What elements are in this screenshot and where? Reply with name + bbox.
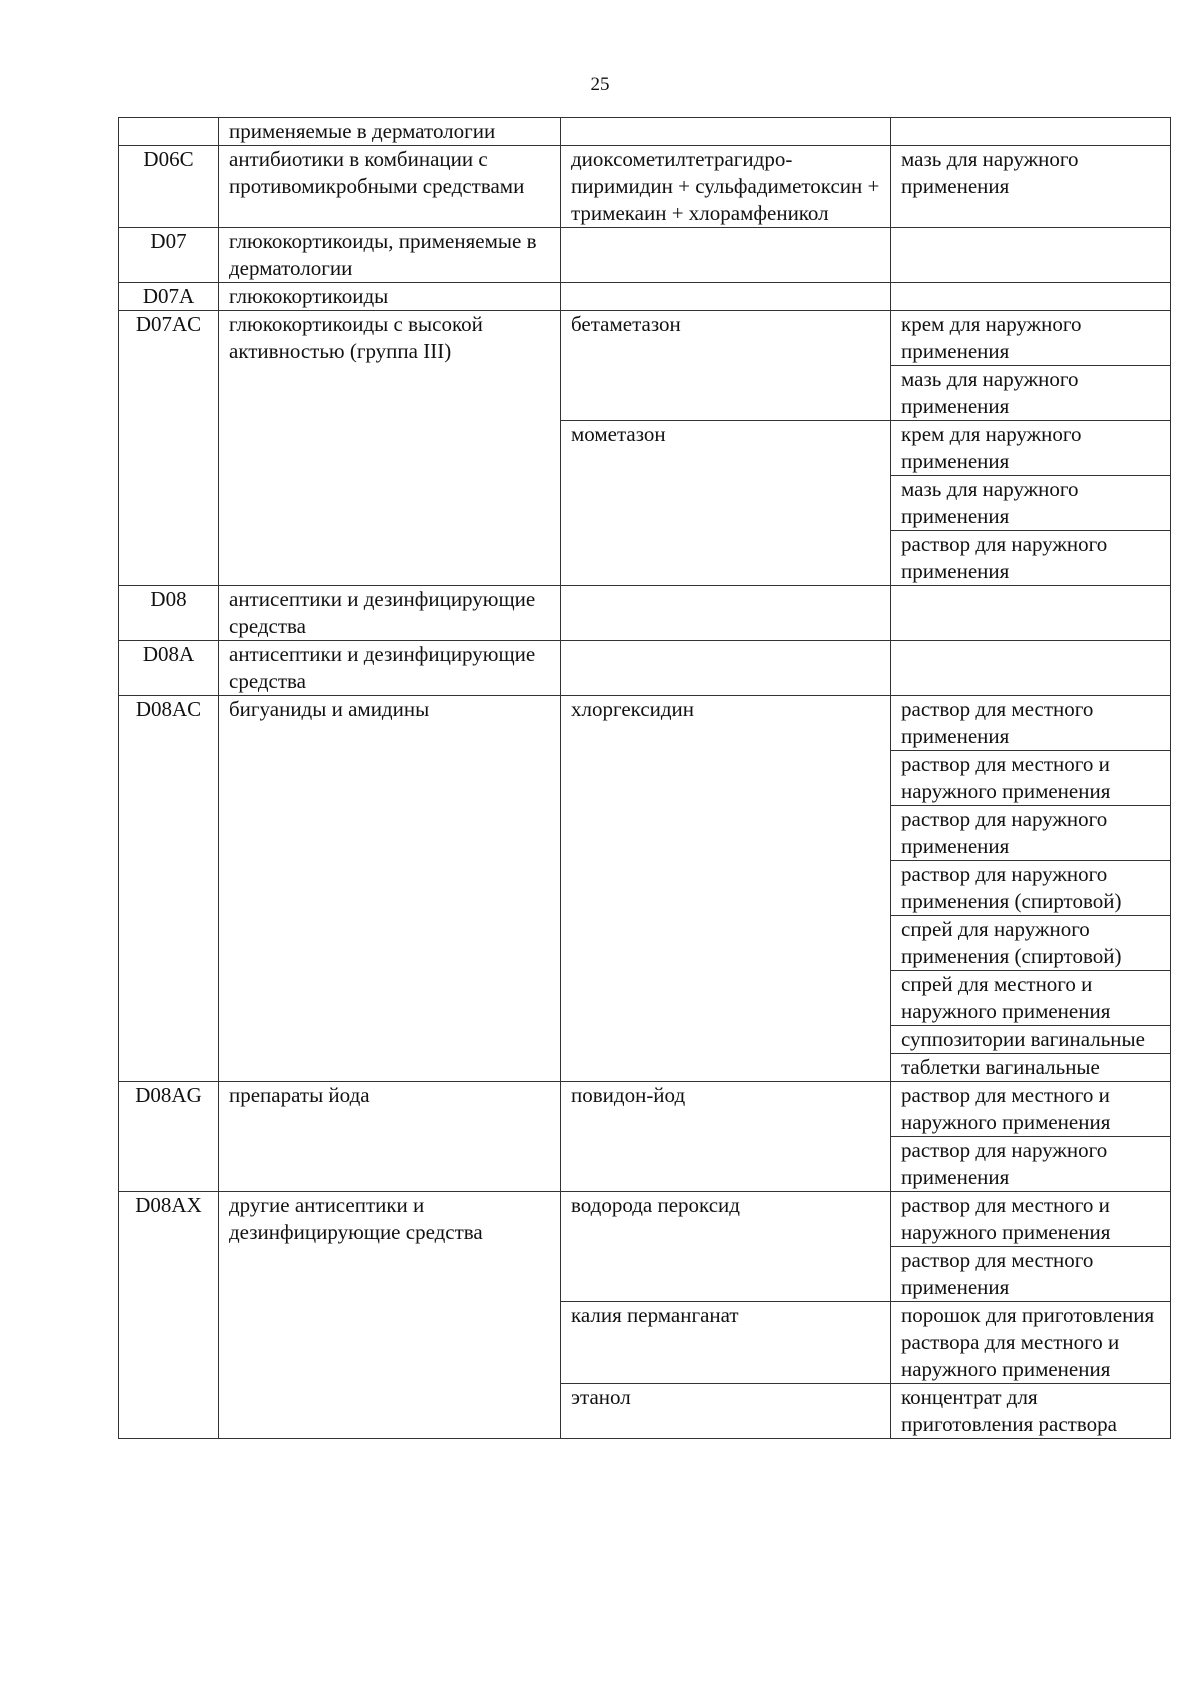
dosage-forms-cell <box>891 1384 1171 1439</box>
dosage-form: раствор для наружного применения <box>901 1138 1108 1189</box>
drug-name-cell: калия перманганат <box>561 1302 891 1384</box>
table-row <box>119 586 1171 641</box>
drug-name-cell: диоксометилтетрагидро-пиримидин + сульфадиметоксин + тримекаин + хлорамфеникол <box>561 146 891 228</box>
dosage-forms-cell <box>891 1192 1171 1302</box>
atc-code-cell: D08AX <box>119 1192 219 1439</box>
dosage-form: мазь для наружного применения <box>891 476 1170 531</box>
dosage-form: раствор для наружного применения <box>891 806 1170 861</box>
group-name-cell: антисептики и дезинфицирующие средства <box>219 641 561 696</box>
drug-name-cell: бетаметазон <box>561 311 891 421</box>
group-name-cell: антисептики и дезинфицирующие средства <box>219 586 561 641</box>
drug-name-cell: хлоргексидин <box>561 696 891 1082</box>
dosage-forms-cell <box>891 311 1171 421</box>
dosage-form: раствор для местного применения <box>891 696 1170 751</box>
group-name-cell: глюкокортикоиды, применяемые в дерматологии <box>219 228 561 283</box>
atc-code-cell: D08 <box>119 586 219 641</box>
dosage-forms-cell <box>891 421 1171 586</box>
atc-code-cell: D07AC <box>119 311 219 586</box>
dosage-forms-cell <box>891 1082 1171 1192</box>
drug-classification-table <box>118 117 1171 1439</box>
dosage-form: крем для наружного применения <box>891 311 1170 366</box>
dosage-form: раствор для местного и наружного применения <box>891 751 1170 806</box>
table-row <box>119 1192 1171 1302</box>
group-name-cell: глюкокортикоиды <box>219 283 561 311</box>
dosage-form: раствор для местного и наружного применения <box>891 1192 1170 1247</box>
dosage-forms-cell <box>891 118 1171 146</box>
dosage-form: таблетки вагинальные <box>901 1055 1100 1079</box>
table-row <box>119 228 1171 283</box>
dosage-forms-cell <box>891 283 1171 311</box>
dosage-form: раствор для наружного применения <box>901 532 1108 583</box>
drug-name-cell: этанол <box>561 1384 891 1439</box>
table-row <box>119 283 1171 311</box>
table-row <box>119 1082 1171 1192</box>
dosage-form: раствор для местного применения <box>901 1248 1094 1299</box>
atc-code-cell: D08AG <box>119 1082 219 1192</box>
atc-code-cell: D07 <box>119 228 219 283</box>
dosage-form: раствор для местного и наружного применения <box>891 1082 1170 1137</box>
dosage-forms-cell <box>891 1302 1171 1384</box>
atc-code-cell: D06C <box>119 146 219 228</box>
drug-name-cell: повидон-йод <box>561 1082 891 1192</box>
group-name-cell: препараты йода <box>219 1082 561 1192</box>
dosage-forms-cell <box>891 586 1171 641</box>
atc-code-cell: D07A <box>119 283 219 311</box>
drug-name-cell: водорода пероксид <box>561 1192 891 1302</box>
table-row <box>119 696 1171 1082</box>
drug-name-cell <box>561 586 891 641</box>
dosage-form: мазь для наружного применения <box>901 367 1079 418</box>
dosage-forms-cell <box>891 641 1171 696</box>
drug-name-cell <box>561 118 891 146</box>
drug-name-cell <box>561 641 891 696</box>
dosage-form: спрей для наружного применения (спиртовой) <box>891 916 1170 971</box>
table-row <box>119 641 1171 696</box>
table-row <box>119 311 1171 421</box>
dosage-form: крем для наружного применения <box>891 421 1170 476</box>
dosage-form: мазь для наружного применения <box>901 147 1079 198</box>
dosage-forms-cell <box>891 696 1171 1082</box>
group-name-cell: глюкокортикоиды с высокой активностью (группа III) <box>219 311 561 586</box>
dosage-forms-cell <box>891 228 1171 283</box>
dosage-form: суппозитории вагинальные <box>891 1026 1170 1054</box>
dosage-forms-cell <box>891 146 1171 228</box>
drug-name-cell <box>561 283 891 311</box>
group-name-cell: антибиотики в комбинации с противомикробными средствами <box>219 146 561 228</box>
atc-code-cell: D08A <box>119 641 219 696</box>
group-name-cell: применяемые в дерматологии <box>219 118 561 146</box>
page-number: 25 <box>590 74 610 95</box>
atc-code-cell <box>119 118 219 146</box>
dosage-form: концентрат для приготовления раствора <box>901 1385 1117 1436</box>
drug-name-cell: мометазон <box>561 421 891 586</box>
dosage-form: раствор для наружного применения (спиртовой) <box>891 861 1170 916</box>
table-row <box>119 146 1171 228</box>
group-name-cell: бигуаниды и амидины <box>219 696 561 1082</box>
dosage-form: порошок для приготовления раствора для местного и наружного применения <box>901 1303 1155 1381</box>
atc-code-cell: D08AC <box>119 696 219 1082</box>
drug-name-cell <box>561 228 891 283</box>
dosage-form: спрей для местного и наружного применения <box>891 971 1170 1026</box>
group-name-cell: другие антисептики и дезинфицирующие средства <box>219 1192 561 1439</box>
table-row <box>119 118 1171 146</box>
